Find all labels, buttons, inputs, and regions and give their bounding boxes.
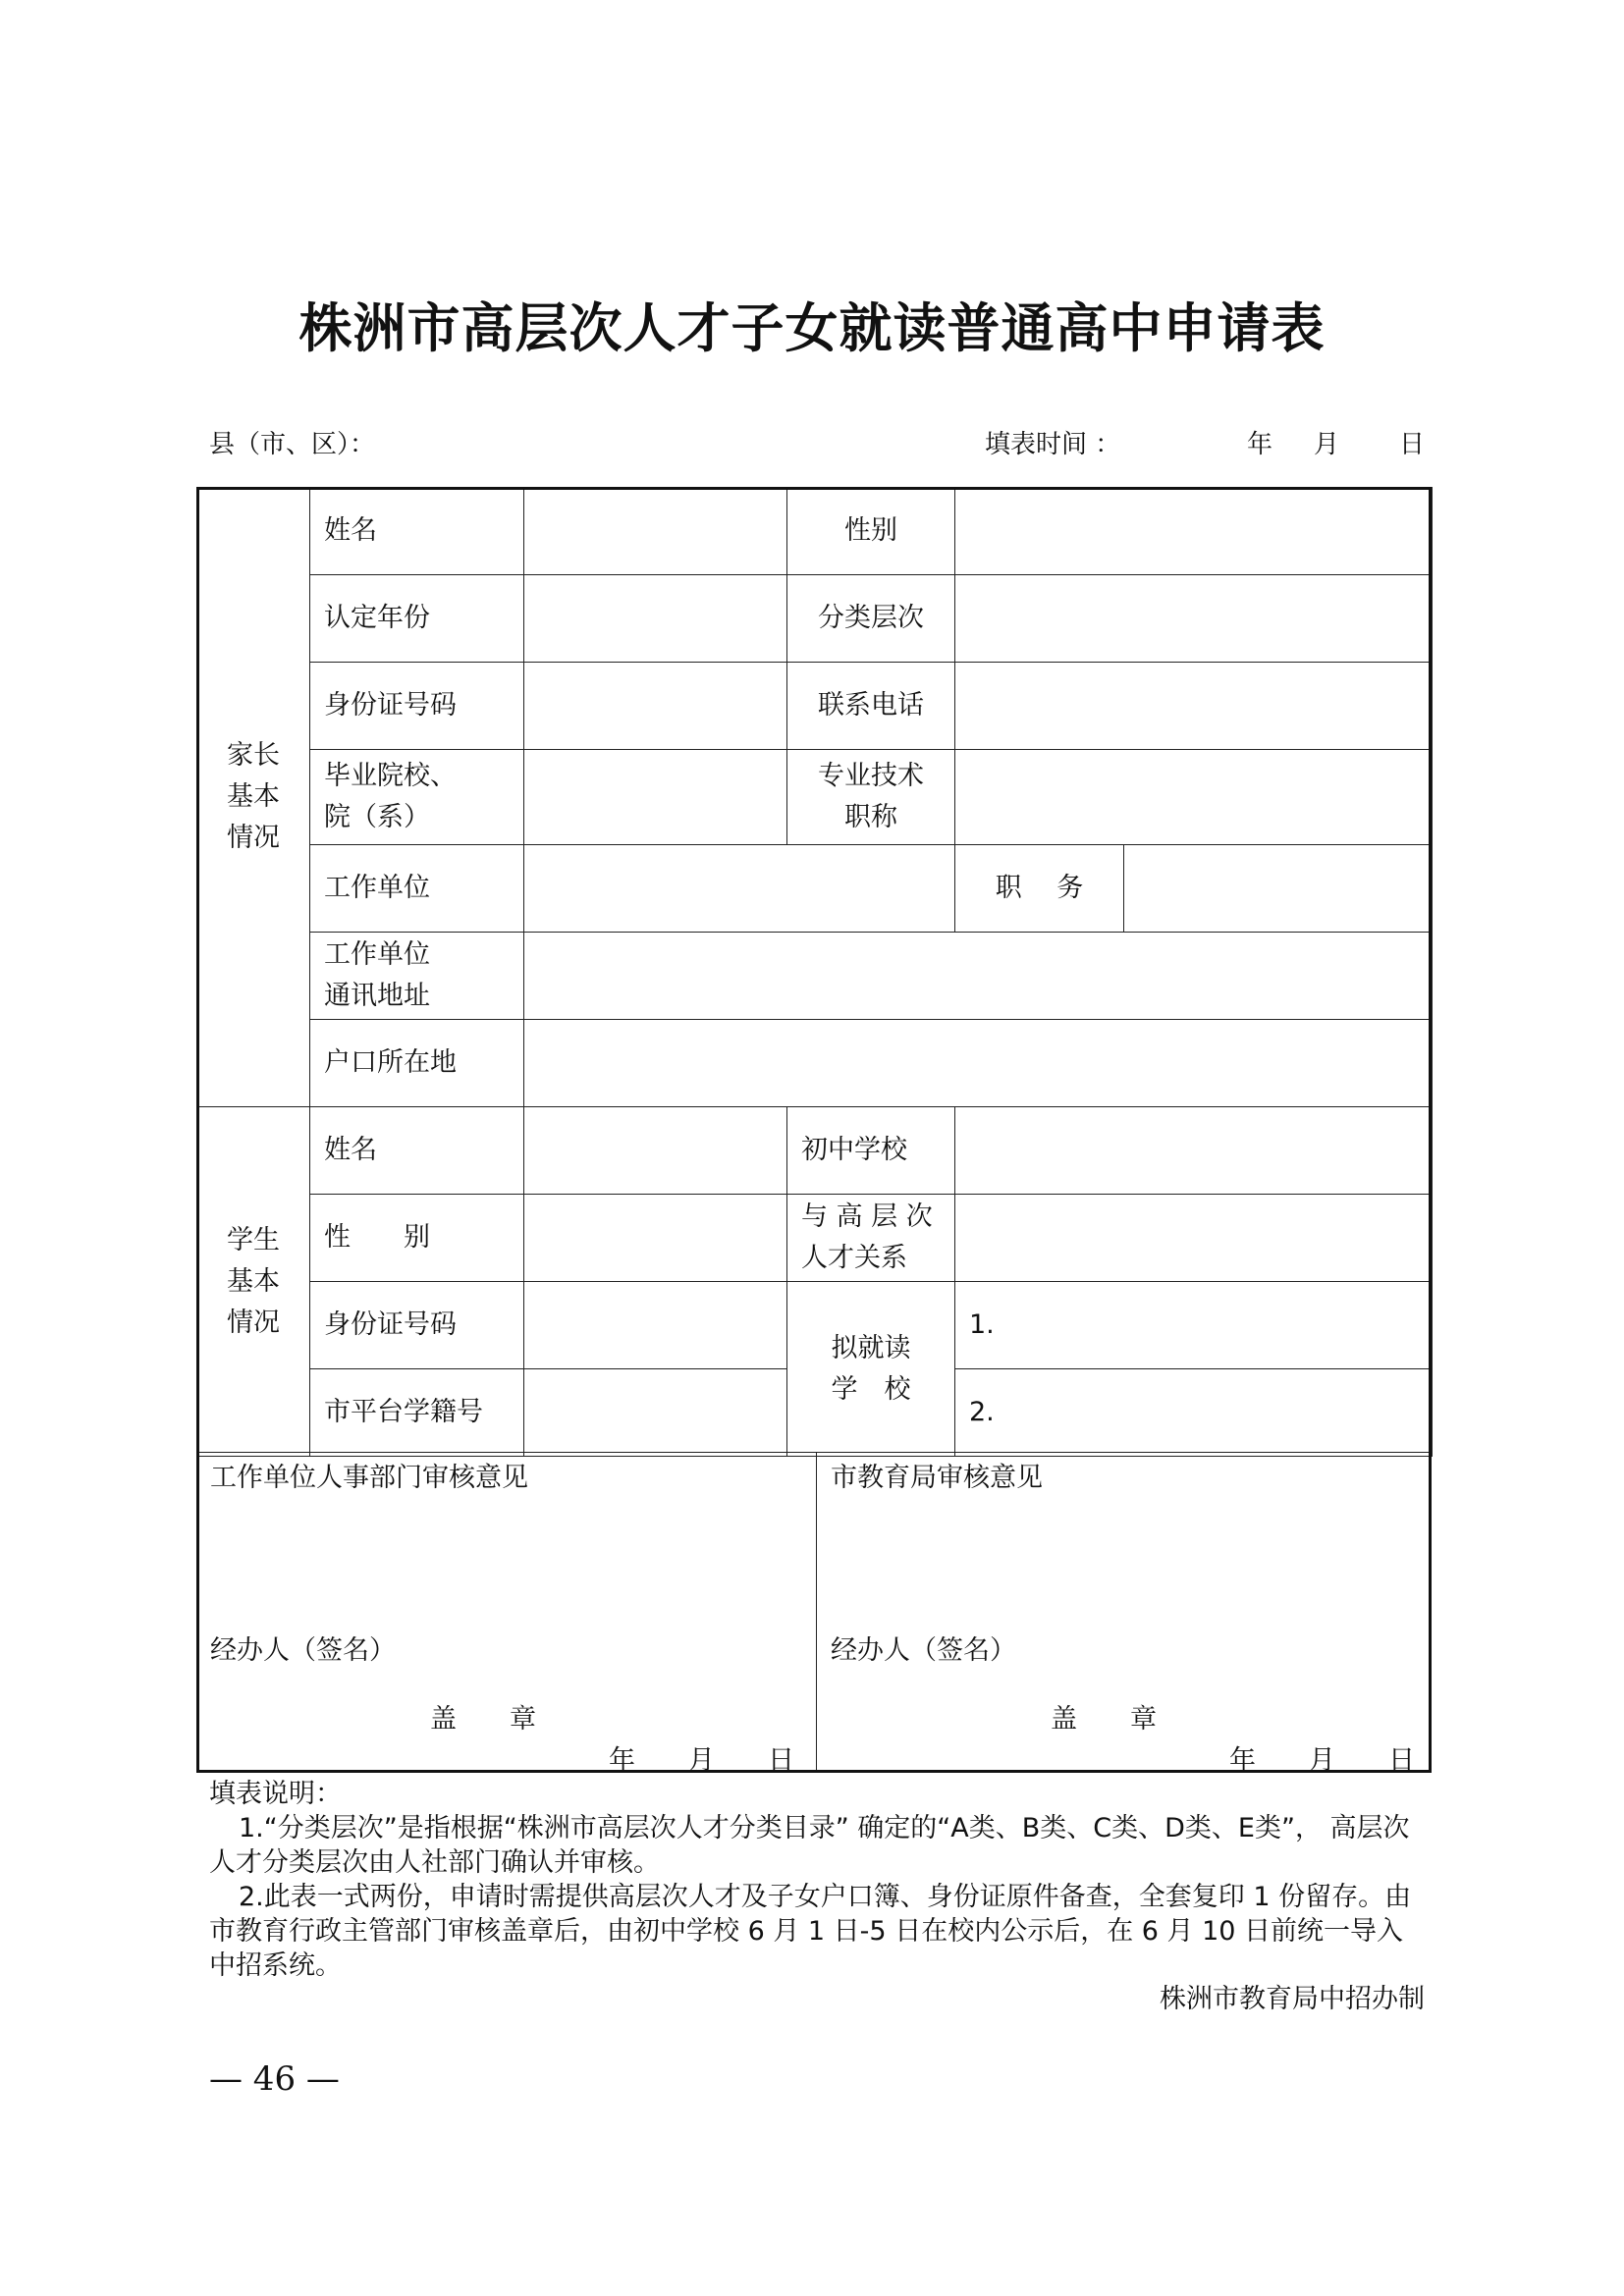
- intended-school-choice-1[interactable]: 1.: [955, 1282, 1433, 1369]
- intended-school-choice-2[interactable]: 2.: [955, 1369, 1433, 1457]
- phone-label: 联系电话: [787, 663, 955, 750]
- parent-row-school: [197, 750, 1433, 845]
- student-row-id: [197, 1282, 1433, 1369]
- category-level-label: 分类层次: [787, 575, 955, 663]
- workplace-field[interactable]: [524, 845, 955, 933]
- parent-row-address: [197, 933, 1433, 1020]
- junior-school-label: 初中学校: [787, 1107, 955, 1195]
- student-section-label: 学生 基本 情况: [197, 1107, 310, 1457]
- hr-handler-label: 经办人（签名）: [210, 1635, 396, 1666]
- edu-review-box[interactable]: [817, 1452, 1432, 1776]
- hr-review-box[interactable]: [196, 1452, 817, 1776]
- student-row-name: [197, 1107, 1433, 1195]
- student-gender-label: 性 别: [310, 1195, 524, 1282]
- graduate-school-field[interactable]: [524, 750, 787, 845]
- student-name-label: 姓名: [310, 1107, 524, 1195]
- application-form-table: [196, 487, 1433, 1457]
- issuing-org: 株洲市教育局中招办制: [1160, 1984, 1425, 2014]
- page-number: — 46 —: [209, 2059, 340, 2099]
- review-divider: [196, 1452, 1432, 1453]
- edu-review-title: 市教育局审核意见: [831, 1463, 1043, 1493]
- header-day: 日: [1399, 430, 1426, 459]
- student-name-field[interactable]: [524, 1107, 787, 1195]
- parent-row-work: [197, 845, 1433, 933]
- category-level-field[interactable]: [955, 575, 1433, 663]
- parent-row-household: [197, 1020, 1433, 1107]
- parent-section-label: 家长 基本 情况: [197, 488, 310, 1107]
- household-label: 户口所在地: [310, 1020, 524, 1107]
- parent-row-year: [197, 575, 1433, 663]
- relation-field[interactable]: [955, 1195, 1433, 1282]
- parent-row-id: [197, 663, 1433, 750]
- student-row-gender: [197, 1195, 1433, 1282]
- notes-heading: 填表说明：: [209, 1779, 342, 1809]
- parent-name-label: 姓名: [310, 488, 524, 575]
- edu-seal-label: 盖 章: [1051, 1704, 1157, 1735]
- edu-date-label: 年 月 日: [1229, 1745, 1415, 1776]
- platform-id-label: 市平台学籍号: [310, 1369, 524, 1457]
- recognition-year-label: 认定年份: [310, 575, 524, 663]
- notes-block: [209, 1777, 1427, 1983]
- hr-review-title: 工作单位人事部门审核意见: [210, 1463, 528, 1493]
- notes-item-1: 1.“分类层次”是指根据“株洲市高层次人才分类目录” 确定的“A类、B类、C类、D类、E类”， 高层次人才分类层次由人社部门确认并审核。: [209, 1813, 1410, 1878]
- household-field[interactable]: [524, 1020, 1433, 1107]
- position-label: 职 务: [955, 845, 1124, 933]
- recognition-year-field[interactable]: [524, 575, 787, 663]
- position-field[interactable]: [1124, 845, 1433, 933]
- hr-date-label: 年 月 日: [609, 1745, 794, 1776]
- professional-title-label: 专业技术 职称: [787, 750, 955, 845]
- parent-gender-field[interactable]: [955, 488, 1433, 575]
- parent-row-name: [197, 488, 1433, 575]
- professional-title-field[interactable]: [955, 750, 1433, 845]
- intended-school-label: 拟就读 学 校: [787, 1282, 955, 1457]
- phone-field[interactable]: [955, 663, 1433, 750]
- relation-label: 与 高 层 次 人才关系: [787, 1195, 955, 1282]
- workplace-label: 工作单位: [310, 845, 524, 933]
- header-month: 月: [1314, 430, 1340, 459]
- junior-school-field[interactable]: [955, 1107, 1433, 1195]
- student-id-label: 身份证号码: [310, 1282, 524, 1369]
- notes-item-2: 2.此表一式两份，申请时需提供高层次人才及子女户口簿、身份证原件备查，全套复印 1 份留存。由市教育行政主管部门审核盖章后，由初中学校 6 月 1 日-5 日在校内公示后，在 6 月 10 日前统一导入中招系统。: [209, 1882, 1412, 1981]
- graduate-school-label: 毕业院校、 院（系）: [310, 750, 524, 845]
- workplace-address-label: 工作单位 通讯地址: [310, 933, 524, 1020]
- student-gender-field[interactable]: [524, 1195, 787, 1282]
- hr-seal-label: 盖 章: [430, 1704, 536, 1735]
- workplace-address-field[interactable]: [524, 933, 1433, 1020]
- fill-time-label: 填表时间 ：: [985, 430, 1121, 459]
- header-year: 年: [1247, 430, 1273, 459]
- parent-name-field[interactable]: [524, 488, 787, 575]
- parent-id-label: 身份证号码: [310, 663, 524, 750]
- parent-id-field[interactable]: [524, 663, 787, 750]
- platform-id-field[interactable]: [524, 1369, 787, 1457]
- parent-gender-label: 性别: [787, 488, 955, 575]
- county-label: 县（市、区）：: [209, 430, 376, 459]
- edu-handler-label: 经办人（签名）: [831, 1635, 1016, 1666]
- student-id-field[interactable]: [524, 1282, 787, 1369]
- page-title: 株洲市高层次人才子女就读普通高中申请表: [298, 296, 1326, 359]
